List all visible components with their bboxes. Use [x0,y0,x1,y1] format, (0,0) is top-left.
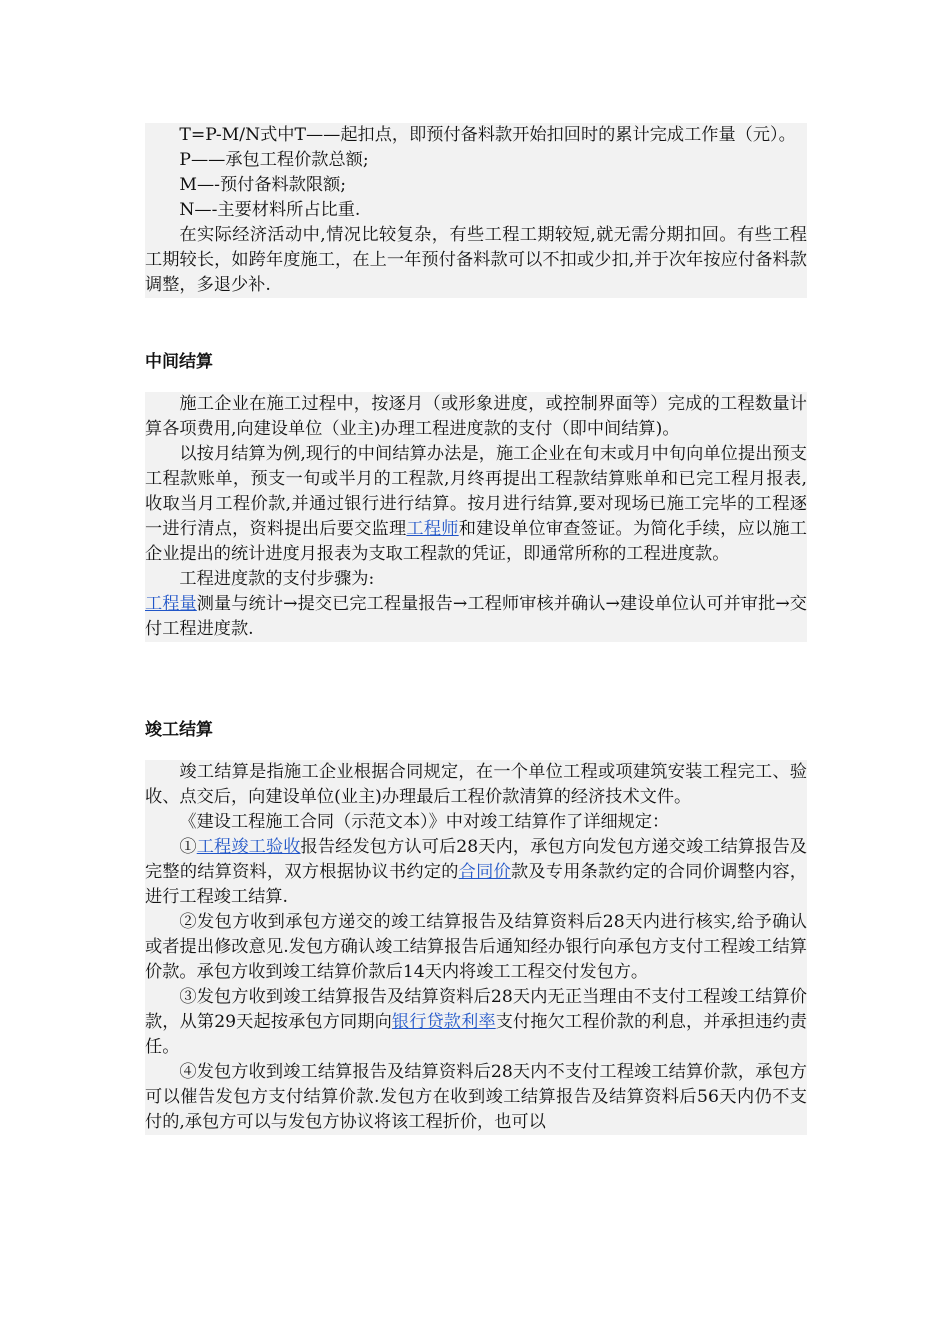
practice-paragraph: 在实际经济活动中,情况比较复杂，有些工程工期较短,就无需分期扣回。有些工程工期较长，如跨年度施工，在上一年预付备料款可以不扣或少扣,并于次年按应付备料款调整，多退少补. [145,225,807,295]
clause-3-paragraph: ③发包方收到竣工结算报告及结算资料后28天内无正当理由不支付工程竣工结算价款，从第29天起按承包方同期向银行贷款利率支付拖欠工程价款的利息，并承担违约责任。 [145,987,807,1057]
definition-m: M—-预付备料款限额; [179,175,347,195]
clause-1-paragraph: ①工程竣工验收报告经发包方认可后28天内，承包方向发包方递交竣工结算报告及完整的结算资料，双方根据协议书约定的合同价款及专用条款约定的合同价调整内容，进行工程竣工结算. [145,837,807,907]
interim-block [145,392,807,642]
completion-block [145,760,807,1135]
section-heading-interim: 中间结算 [145,352,213,372]
clause-4-paragraph: ④发包方收到竣工结算报告及结算资料后28天内不支付工程竣工结算价款，承包方可以催告发包方支付结算价款.发包方在收到竣工结算报告及结算资料后56天内仍不支付的,承包方可以与发包方协议将该工程折价，也可以 [145,1062,807,1132]
bank-loan-rate-link[interactable]: 银行贷款利率 [391,1012,496,1032]
quantity-link[interactable]: 工程量 [145,594,197,614]
interim-definition-paragraph: 施工企业在施工过程中，按逐月（或形象进度，或控制界面等）完成的工程数量计算各项费用,向建设单位（业主)办理工程进度款的支付（即中间结算)。 [145,394,807,439]
contract-price-link[interactable]: 合同价 [458,862,511,882]
completion-definition-paragraph: 竣工结算是指施工企业根据合同规定，在一个单位工程或项建筑安装工程完工、验收、点交后，向建设单位(业主)办理最后工程价款清算的经济技术文件。 [145,762,807,807]
monthly-settlement-paragraph: 以按月结算为例,现行的中间结算办法是，施工企业在旬末或月中旬向单位提出预支工程款账单，预支一旬或半月的工程款,月终再提出工程款结算账单和已完工程月报表,收取当月工程价款,并通过银行进行结算。按月进行结算,要对现场已施工完毕的工程逐一进行清点，资料提出后要交监理工程师和建设单位审查签证。为简化手续，应以施工企业提出的统计进度月报表为支取工程款的凭证，即通常所称的工程进度款。 [145,444,807,564]
contract-reference-paragraph: 《建设工程施工合同（示范文本）》中对竣工结算作了详细规定： [179,812,670,832]
payment-steps-paragraph: 工程量测量与统计→提交已完工程量报告→工程师审核并确认→建设单位认可并审批→交付工程进度款. [145,594,807,639]
clause-2-paragraph: ②发包方收到承包方递交的竣工结算报告及结算资料后28天内进行核实,给予确认或者提出修改意见.发包方确认竣工结算报告后通知经办银行向承包方支付工程竣工结算价款。承包方收到竣工结算价款后14天内将竣工工程交付发包方。 [145,912,807,982]
completion-acceptance-link[interactable]: 工程竣工验收 [196,837,301,857]
formula-paragraph: T=P-M/N式中T——起扣点，即预付备料款开始扣回时的累计完成工作量（元）。 [179,125,796,145]
payment-steps-intro: 工程进度款的支付步骤为: [179,569,375,589]
definition-n: N—-主要材料所占比重. [179,200,361,220]
engineer-link[interactable]: 工程师 [406,519,459,539]
intro-block [145,123,807,298]
section-heading-completion: 竣工结算 [145,720,213,740]
definition-p: P——承包工程价款总额; [179,150,369,170]
